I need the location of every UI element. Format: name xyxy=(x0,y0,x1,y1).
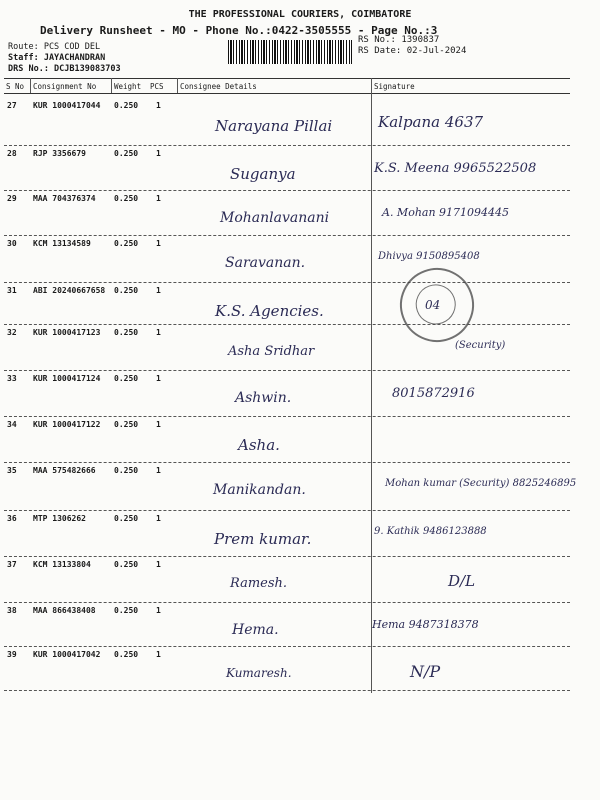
row-sno: 27 xyxy=(7,101,17,110)
row-divider xyxy=(4,602,570,603)
row-sno: 33 xyxy=(7,374,17,383)
row-consignee-name: Ramesh. xyxy=(230,576,288,591)
row-weight: 0.250 xyxy=(114,101,139,110)
row-pcs: 1 xyxy=(156,514,161,523)
row-consignment-no: MAA 866438408 xyxy=(33,606,96,615)
row-divider xyxy=(4,282,570,283)
row-weight: 0.250 xyxy=(114,466,139,475)
row-divider xyxy=(4,235,570,236)
row-divider xyxy=(4,556,570,557)
row-consignment-no: ABI 20240667658 xyxy=(33,286,106,295)
company-stamp xyxy=(390,258,485,353)
row-weight: 0.250 xyxy=(114,420,139,429)
row-consignee-name: Saravanan. xyxy=(225,255,306,271)
row-divider xyxy=(4,324,570,325)
row-signature: K.S. Meena 9965522508 xyxy=(374,161,537,176)
row-sno: 29 xyxy=(7,194,17,203)
row-signature: D/L xyxy=(448,572,476,590)
col-pcs-header: PCS xyxy=(150,82,164,91)
staff-label: Staff: JAYACHANDRAN xyxy=(8,53,106,63)
row-divider xyxy=(4,370,570,371)
row-consignment-no: MTP 1306262 xyxy=(33,514,86,523)
row-divider xyxy=(4,462,570,463)
row-pcs: 1 xyxy=(156,194,161,203)
route-label: Route: PCS COD DEL xyxy=(8,42,101,52)
header-bottom-rule xyxy=(4,93,570,94)
row-pcs: 1 xyxy=(156,560,161,569)
row-pcs: 1 xyxy=(156,420,161,429)
row-consignment-no: KUR 1000417122 xyxy=(33,420,101,429)
col-divider xyxy=(177,78,178,93)
row-pcs: 1 xyxy=(156,149,161,158)
row-weight: 0.250 xyxy=(114,149,139,158)
company-title: THE PROFESSIONAL COURIERS, COIMBATORE xyxy=(188,9,412,20)
rs-date: RS Date: 02-Jul-2024 xyxy=(358,46,467,56)
row-consignment-no: RJP 3356679 xyxy=(33,149,86,158)
row-consignee-name: Ashwin. xyxy=(235,390,292,406)
row-consignee-name: Asha. xyxy=(238,436,280,454)
col-divider xyxy=(371,78,372,693)
row-signature: 9. Kathik 9486123888 xyxy=(374,526,487,537)
row-signature: 04 xyxy=(425,298,441,312)
row-sno: 30 xyxy=(7,239,17,248)
row-signature: Dhivya 9150895408 xyxy=(378,251,480,262)
col-consignee-header: Consignee Details xyxy=(180,82,257,91)
row-divider xyxy=(4,416,570,417)
row-pcs: 1 xyxy=(156,466,161,475)
barcode xyxy=(228,40,352,64)
row-signature: Mohan kumar (Security) 8825246895 xyxy=(385,478,577,489)
row-sno: 35 xyxy=(7,466,17,475)
col-divider xyxy=(111,78,112,93)
row-consignment-no: KUR 1000417124 xyxy=(33,374,101,383)
row-consignee-name: K.S. Agencies. xyxy=(215,302,324,320)
row-consignment-no: KCM 13133804 xyxy=(33,560,91,569)
row-pcs: 1 xyxy=(156,101,161,110)
runsheet-subtitle: Delivery Runsheet - MO - Phone No.:0422-3505555 - Page No.:3 xyxy=(40,24,438,37)
row-consignment-no: MAA 575482666 xyxy=(33,466,96,475)
row-consignment-no: MAA 704376374 xyxy=(33,194,96,203)
row-signature: A. Mohan 9171094445 xyxy=(382,206,510,219)
row-divider xyxy=(4,646,570,647)
row-consignee-name: Mohanlavanani xyxy=(220,210,330,226)
row-pcs: 1 xyxy=(156,328,161,337)
row-weight: 0.250 xyxy=(114,514,139,523)
row-consignment-no: KCM 13134589 xyxy=(33,239,91,248)
row-signature: Kalpana 4637 xyxy=(378,113,484,131)
row-divider xyxy=(4,145,570,146)
row-consignee-name: Narayana Pillai xyxy=(215,117,333,135)
row-weight: 0.250 xyxy=(114,606,139,615)
row-signature: N/P xyxy=(410,662,441,681)
drs-label: DRS No.: DCJB139083703 xyxy=(8,64,121,74)
row-divider xyxy=(4,510,570,511)
row-sno: 36 xyxy=(7,514,17,523)
row-signature: Hema 9487318378 xyxy=(372,618,479,631)
row-signature: (Security) xyxy=(455,340,506,351)
rs-number: RS No.: 1390837 xyxy=(358,35,440,45)
row-pcs: 1 xyxy=(156,650,161,659)
row-sno: 39 xyxy=(7,650,17,659)
row-consignment-no: KUR 1000417042 xyxy=(33,650,101,659)
header-top-rule xyxy=(4,78,570,79)
row-sno: 32 xyxy=(7,328,17,337)
row-consignee-name: Asha Sridhar xyxy=(228,344,315,359)
col-weight-header: Weight xyxy=(114,82,142,91)
row-pcs: 1 xyxy=(156,286,161,295)
row-weight: 0.250 xyxy=(114,374,139,383)
row-weight: 0.250 xyxy=(114,650,139,659)
row-pcs: 1 xyxy=(156,374,161,383)
row-consignment-no: KUR 1000417044 xyxy=(33,101,101,110)
row-sno: 38 xyxy=(7,606,17,615)
row-divider xyxy=(4,690,570,691)
row-divider xyxy=(4,190,570,191)
col-sno-header: S No xyxy=(6,82,25,91)
row-sno: 34 xyxy=(7,420,17,429)
row-weight: 0.250 xyxy=(114,560,139,569)
row-sno: 31 xyxy=(7,286,17,295)
row-sno: 37 xyxy=(7,560,17,569)
col-consignment-header: Consignment No xyxy=(33,82,97,91)
col-signature-header: Signature xyxy=(374,82,415,91)
row-sno: 28 xyxy=(7,149,17,158)
row-weight: 0.250 xyxy=(114,194,139,203)
row-consignee-name: Prem kumar. xyxy=(214,530,312,548)
row-weight: 0.250 xyxy=(114,286,139,295)
row-pcs: 1 xyxy=(156,606,161,615)
col-divider xyxy=(30,78,31,93)
row-consignee-name: Kumaresh. xyxy=(226,666,292,680)
row-pcs: 1 xyxy=(156,239,161,248)
row-consignee-name: Manikandan. xyxy=(213,482,306,498)
row-consignment-no: KUR 1000417123 xyxy=(33,328,101,337)
row-weight: 0.250 xyxy=(114,239,139,248)
row-weight: 0.250 xyxy=(114,328,139,337)
row-signature: 8015872916 xyxy=(392,386,475,401)
row-consignee-name: Hema. xyxy=(232,622,279,638)
row-consignee-name: Suganya xyxy=(230,165,296,183)
